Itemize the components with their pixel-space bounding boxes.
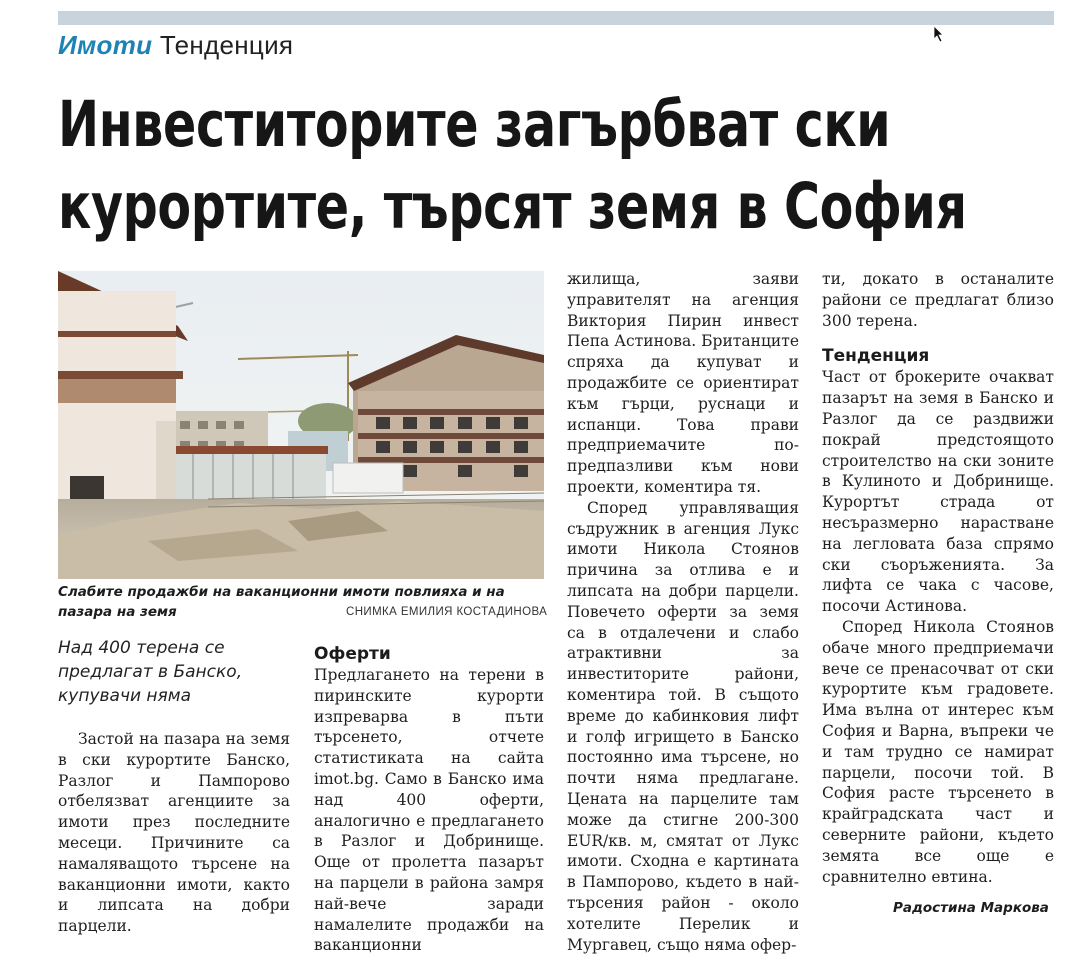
headline-line-2: курортите, търсят земя в София	[58, 170, 967, 243]
paragraph: Застой на пазара на земя в ски курортите Банско, Разлог и Пампорово отбелязват агенциите за имоти през последните месеци. Причините са намаляващото търсене на ваканционни имоти, както и липсата на добри парцели.	[58, 730, 290, 936]
article-subhead: Над 400 терена се предлагат в Банско, купувачи няма	[58, 638, 243, 706]
subheading-offers: Оферти	[314, 644, 391, 664]
paragraph: жилища, заяви управителят на агенция Виктория Пирин инвест Пепа Астинова. Британците спряха да купуват и продажбите се ориентират към гърци, руснаци и испанци. Това прави предприемачите по-предпазливи към нови проекти, коментира тя.	[567, 270, 799, 496]
section-category: Имоти	[58, 30, 153, 60]
mouse-cursor-icon	[933, 25, 945, 43]
text-column-4	[822, 269, 1054, 887]
section-label	[58, 30, 293, 60]
headline-line-1: Инвеститорите загърбват ски	[58, 88, 891, 161]
paragraph: Предлагането на терени в пиринските курорти изпреварва в пъти търсенето, отчете статистиката на сайта imot.bg. Само в Банско има над 400 оферти, аналогично е предлагането в Разлог и Добринище. Още от пролетта пазарът на парцели в района замря най-вече заради намалелите продажби на ваканционни	[314, 666, 544, 954]
photo-caption: Слабите продажби на ваканционни имоти повлияха и на пазара на земя	[58, 584, 505, 620]
paragraph: Част от брокерите очакват пазарът на земя в Банско и Разлог да се раздвижи покрай предстоящото строителство на ски зоните в Кулиното и Добринище. Курортът страда от несъразмерно нарастване на легловата база спрямо ски съоръженията. За лифта се чака с часове, посочи Астинова.	[822, 368, 1054, 616]
text-column-2	[314, 643, 544, 954]
headline	[58, 84, 967, 248]
text-column-1	[58, 729, 290, 937]
article-author: Радостина Маркова	[893, 900, 1049, 916]
subheading-trend: Тенденция	[822, 346, 930, 367]
article-photo	[58, 271, 544, 579]
paragraph: Според Никола Стоянов обаче много предприемачи вече се пренасочват от ски курортите към градовете. Има вълна от интерес към София и Варна, въпреки че и там трудно се намират парцели, посочи той. В София расте търсенето в крайградската част и северните райони, където земята все още е сравнително евтина.	[822, 617, 1054, 886]
top-color-bar	[58, 11, 1054, 25]
text-column-3	[567, 269, 799, 954]
paragraph: ти, докато в останалите райони се предлагат близо 300 терена.	[822, 270, 1054, 330]
photo-credit: СНИМКА ЕМИЛИЯ КОСТАДИНОВА	[346, 606, 548, 618]
section-subcategory: Тенденция	[159, 30, 294, 60]
paragraph: Според управляващия съдружник в агенция Лукс имоти Никола Стоянов причина за отлива е и липсата на добри парцели. Повечето оферти за земя са в отдалечени и слабо атрактивни за инвеститорите райони, коментира той. В същото време до кабинковия лифт и голф игрището в Банско постоянно има търсене, но почти няма предлагане. Цената на парцелите там може да стигне 200-300 EUR/кв. м, смятат от Лукс имоти. Сходна е картината в Пампорово, където в най-търсения район - около хотелите Перелик и Мургавец, също няма офер-	[567, 498, 799, 954]
